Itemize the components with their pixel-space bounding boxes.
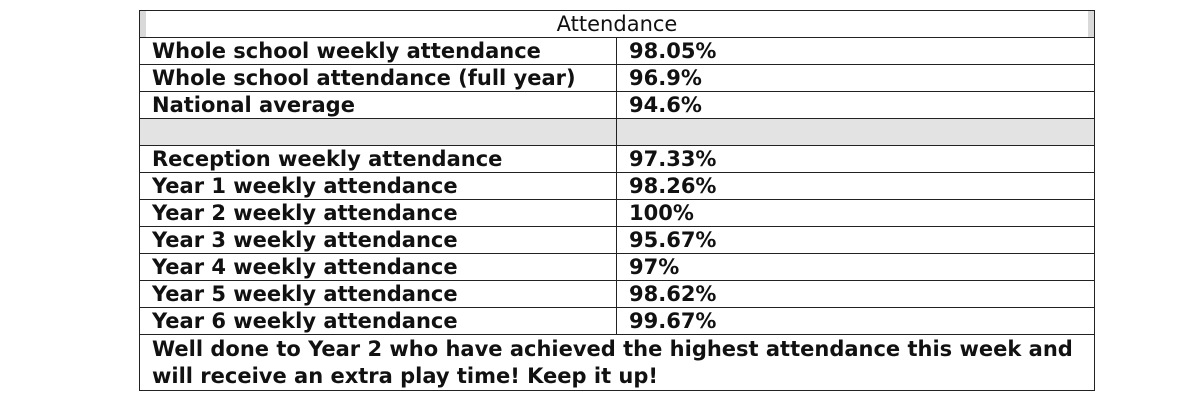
row-value: 99.67% [617, 308, 1095, 335]
table-title: Attendance [140, 11, 1095, 38]
table-row [140, 308, 1095, 335]
row-value: 98.26% [617, 173, 1095, 200]
row-label: Year 6 weekly attendance [140, 308, 617, 335]
table-row [140, 146, 1095, 173]
row-label: Reception weekly attendance [140, 146, 617, 173]
row-label: National average [140, 92, 617, 119]
row-value: 98.05% [617, 38, 1095, 65]
row-value: 97% [617, 254, 1095, 281]
table-row [140, 227, 1095, 254]
row-value: 97.33% [617, 146, 1095, 173]
table-row [140, 200, 1095, 227]
table-row [140, 254, 1095, 281]
row-label: Year 1 weekly attendance [140, 173, 617, 200]
separator-cell [617, 119, 1095, 146]
row-label: Year 3 weekly attendance [140, 227, 617, 254]
table-row [140, 281, 1095, 308]
row-label: Year 4 weekly attendance [140, 254, 617, 281]
separator-row [140, 119, 1095, 146]
row-label: Year 5 weekly attendance [140, 281, 617, 308]
table-row [140, 38, 1095, 65]
table-row [140, 92, 1095, 119]
attendance-table [139, 10, 1095, 391]
row-value: 95.67% [617, 227, 1095, 254]
row-value: 96.9% [617, 65, 1095, 92]
row-label: Whole school weekly attendance [140, 38, 617, 65]
row-label: Year 2 weekly attendance [140, 200, 617, 227]
table-row [140, 65, 1095, 92]
table-row [140, 173, 1095, 200]
row-value: 98.62% [617, 281, 1095, 308]
row-value: 100% [617, 200, 1095, 227]
row-label: Whole school attendance (full year) [140, 65, 617, 92]
title-row [140, 11, 1095, 38]
row-value: 94.6% [617, 92, 1095, 119]
note-row [140, 335, 1095, 391]
separator-cell [140, 119, 617, 146]
congratulations-note: Well done to Year 2 who have achieved the highest attendance this week and will receive an extra play time! Keep it up! [140, 335, 1095, 391]
